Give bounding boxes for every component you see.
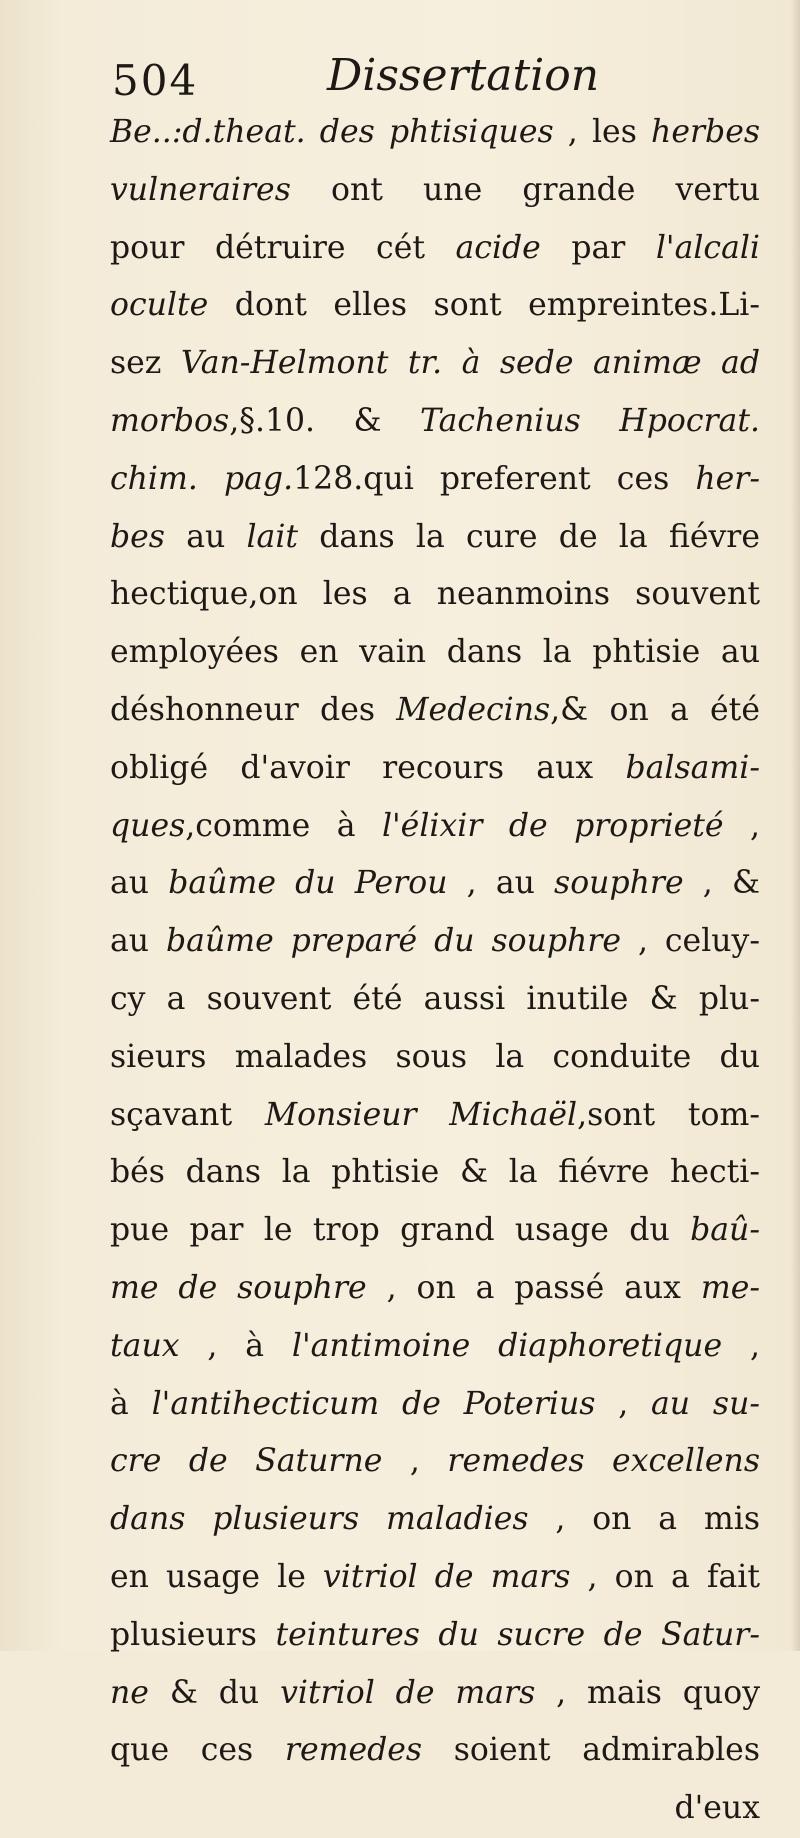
text-run: ,sont tom- — [577, 1096, 761, 1133]
italic-text-run: vitriol de mars — [322, 1558, 571, 1595]
text-run: , — [722, 1327, 760, 1364]
italic-text-run: herbes — [651, 114, 761, 150]
text-run: obligé d'avoir recours aux — [110, 749, 626, 786]
text-line — [110, 509, 760, 567]
text-run: au — [164, 518, 247, 555]
italic-text-run: teintures du sucre de Satur- — [275, 1616, 760, 1653]
text-run: ont une grande vertu — [290, 171, 760, 208]
text-run: sçavant — [110, 1096, 265, 1133]
text-run: dont elles sont empreintes.Li- — [208, 287, 760, 324]
text-line — [110, 1780, 760, 1838]
text-line — [110, 1144, 760, 1202]
italic-text-run: l'alcali — [655, 229, 761, 266]
text-line — [110, 451, 760, 509]
text-run: déshonneur des — [110, 691, 397, 728]
text-run: plusieurs — [110, 1616, 276, 1653]
text-run: sez — [110, 345, 181, 382]
italic-text-run: me- — [700, 1269, 761, 1306]
text-line — [110, 682, 760, 740]
text-run: , les — [553, 114, 652, 150]
italic-text-run: baû- — [690, 1212, 760, 1249]
text-line — [110, 1722, 760, 1780]
text-run: , à — [179, 1327, 292, 1364]
italic-text-run: Be..:d.theat. des phtisiques — [110, 114, 554, 150]
italic-text-run: acide — [455, 229, 541, 266]
text-line — [110, 393, 760, 451]
text-run: , au — [447, 865, 555, 902]
italic-text-run: vulneraires — [110, 171, 291, 208]
italic-text-run: taux — [110, 1327, 180, 1364]
text-run: cy a souvent été aussi inutile & plu- — [110, 980, 760, 1017]
text-run: employées en vain dans la phtisie au — [110, 634, 760, 671]
text-line — [110, 1318, 760, 1376]
running-title: Dissertation — [327, 50, 600, 101]
text-line — [110, 104, 760, 162]
italic-text-run: her- — [695, 460, 760, 497]
text-run: ,comme à — [185, 807, 382, 844]
text-run: 128.qui preferent ces — [293, 460, 696, 497]
italic-text-run: au su- — [651, 1385, 760, 1422]
italic-text-run: souphre — [554, 865, 684, 902]
text-line — [110, 1260, 760, 1318]
italic-text-run: balsami- — [625, 749, 760, 786]
italic-text-run: remedes — [284, 1732, 423, 1769]
text-run: au — [110, 923, 166, 960]
text-line — [110, 740, 760, 798]
text-line — [110, 1433, 760, 1491]
text-line — [110, 566, 760, 624]
italic-text-run: l'antihecticum de Poterius — [151, 1385, 596, 1422]
italic-text-run: vitriol de mars — [280, 1674, 536, 1711]
text-run: bés dans la phtisie & la fiévre hecti- — [110, 1154, 760, 1191]
text-run: , — [723, 807, 760, 844]
italic-text-run: Tachenius Hpocrat. — [420, 402, 760, 439]
text-line — [110, 1202, 760, 1260]
text-line — [110, 855, 760, 913]
text-line — [110, 220, 760, 278]
text-line — [110, 1087, 760, 1145]
text-run: à — [110, 1385, 152, 1422]
text-run: ,& on a été — [550, 691, 760, 728]
text-run: par — [540, 229, 656, 266]
text-run: hectique,on les a neanmoins souvent — [110, 576, 760, 613]
text-line — [110, 335, 760, 393]
italic-text-run: Monsieur Michaël — [264, 1096, 578, 1133]
text-line — [110, 162, 760, 220]
text-run: ,§.10. & — [229, 402, 421, 439]
italic-text-run: lait — [246, 518, 299, 555]
italic-text-run: oculte — [110, 287, 209, 324]
page-gutter-shadow — [790, 0, 800, 1651]
text-line — [110, 1607, 760, 1665]
text-line — [110, 1549, 760, 1607]
italic-text-run: l'antimoine diaphoretique — [291, 1327, 723, 1364]
text-line — [110, 1376, 760, 1434]
text-run: en usage le — [110, 1558, 323, 1595]
text-run: , on a mis — [528, 1501, 760, 1538]
text-run: & du — [148, 1674, 281, 1711]
body-text — [110, 104, 760, 1838]
text-run: pue par le trop grand usage du — [110, 1212, 691, 1249]
text-run: , celuy- — [621, 923, 760, 960]
text-line — [110, 798, 760, 856]
text-run: , mais quoy — [535, 1674, 761, 1711]
italic-text-run: Medecins — [396, 691, 551, 728]
text-run: que ces — [110, 1732, 285, 1769]
page-number: 504 — [112, 56, 199, 105]
italic-text-run: l'élixir de proprieté — [381, 807, 724, 844]
italic-text-run: baûme preparé du souphre — [166, 923, 622, 960]
text-run: sieurs malades sous la conduite du — [110, 1038, 760, 1075]
text-line — [110, 624, 760, 682]
text-run: , on a passé aux — [366, 1269, 701, 1306]
text-run: , & — [683, 865, 760, 902]
italic-text-run: ques — [110, 807, 186, 844]
text-line — [110, 277, 760, 335]
italic-text-run: chim. pag. — [110, 460, 294, 497]
italic-text-run: baûme du Perou — [168, 865, 448, 902]
text-run: au — [110, 865, 169, 902]
text-line — [110, 1029, 760, 1087]
text-run: dans la cure de la fiévre — [298, 518, 760, 555]
text-line — [110, 913, 760, 971]
text-line — [110, 1491, 760, 1549]
text-line — [110, 1665, 760, 1723]
text-run: , on a fait — [570, 1558, 760, 1595]
text-run: , — [382, 1443, 448, 1480]
italic-text-run: Van-Helmont tr. à sede animæ ad — [180, 345, 760, 382]
italic-text-run: ne — [110, 1674, 149, 1711]
text-run: d'eux — [674, 1790, 760, 1827]
italic-text-run: morbos — [110, 402, 230, 439]
italic-text-run: remedes excellens — [447, 1443, 760, 1480]
italic-text-run: bes — [110, 518, 165, 555]
text-line — [110, 971, 760, 1029]
text-run: pour détruire cét — [110, 229, 456, 266]
italic-text-run: dans plusieurs maladies — [110, 1501, 529, 1538]
text-run: , — [595, 1385, 652, 1422]
text-run: soient admirables — [422, 1732, 760, 1769]
italic-text-run: me de souphre — [110, 1269, 367, 1306]
italic-text-run: cre de Saturne — [110, 1443, 383, 1480]
